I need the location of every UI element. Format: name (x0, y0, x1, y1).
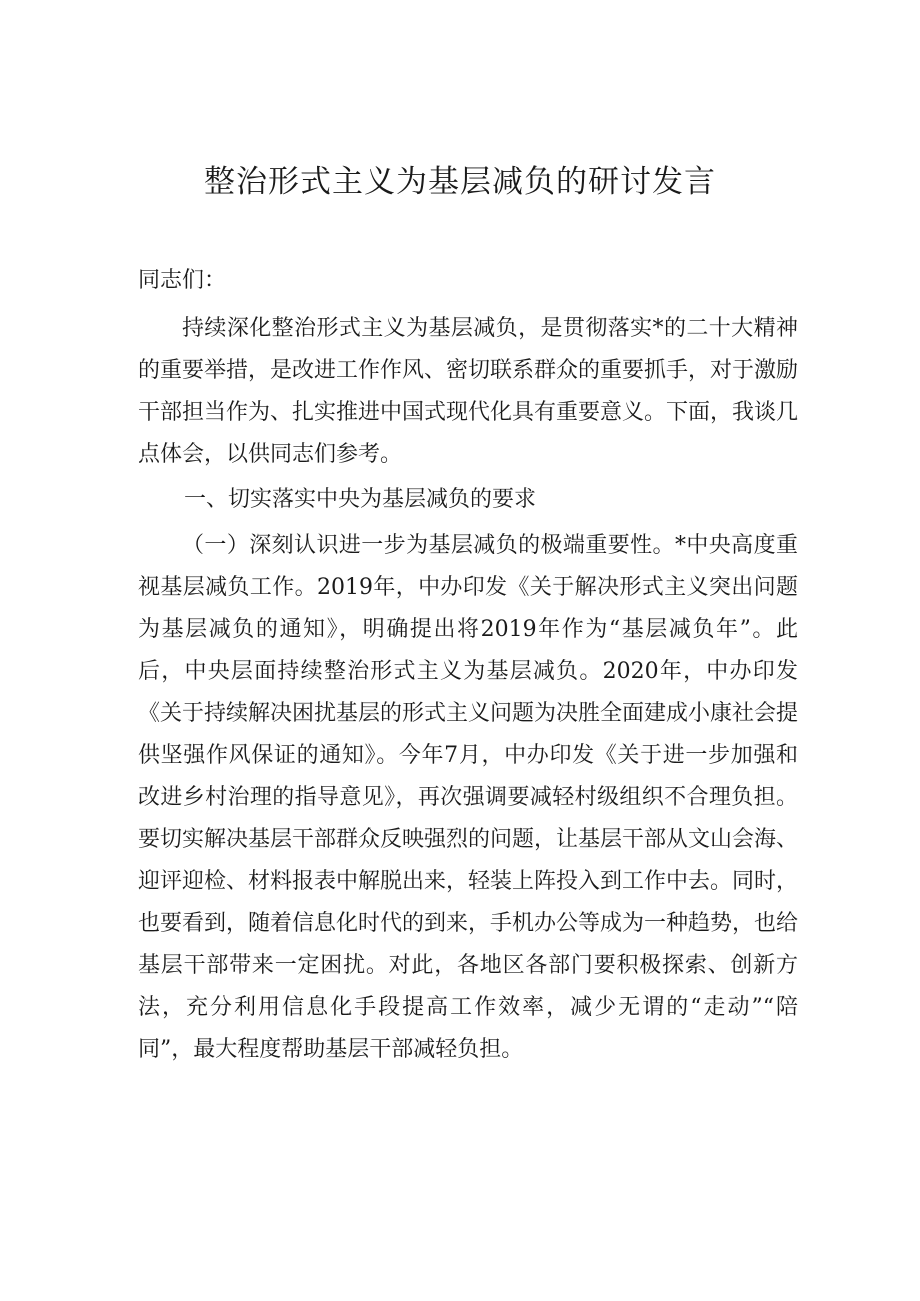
section-1-paragraph-1: （一）深刻认识进一步为基层减负的极端重要性。*中央高度重视基层减负工作。2019年，中办印发《关于解决形式主义突出问题为基层减负的通知》，明确提出将2019年作为“基层减负年”。此后，中央层面持续整治形式主义为基层减负。2020年，中办印发《关于持续解决困扰基层的形式主义问题为决胜全面建成小康社会提供坚强作风保证的通知》。今年7月，中办印发《关于进一步加强和改进乡村治理的指导意见》，再次强调要减轻村级组织不合理负担。要切实解决基层干部群众反映强烈的问题，让基层干部从文山会海、迎评迎检、材料报表中解脱出来，轻装上阵投入到工作中去。同时，也要看到，随着信息化时代的到来，手机办公等成为一种趋势，也给基层干部带来一定困扰。对此，各地区各部门要积极探索、创新方法，充分利用信息化手段提高工作效率，减少无谓的“走动”“陪同”，最大程度帮助基层干部减轻负担。 (138, 533, 799, 1062)
document-title: 整治形式主义为基层减负的研讨发言 (204, 164, 716, 200)
salutation: 同志们： (138, 268, 227, 293)
section-heading-1: 一、切实落实中央为基层减负的要求 (184, 487, 537, 512)
intro-paragraph: 持续深化整治形式主义为基层减负，是贯彻落实*的二十大精神的重要举措，是改进工作作风、密切联系群众的重要抓手，对于激励干部担当作为、扎实推进中国式现代化具有重要意义。下面，我谈几点体会，以供同志们参考。 (138, 316, 799, 467)
